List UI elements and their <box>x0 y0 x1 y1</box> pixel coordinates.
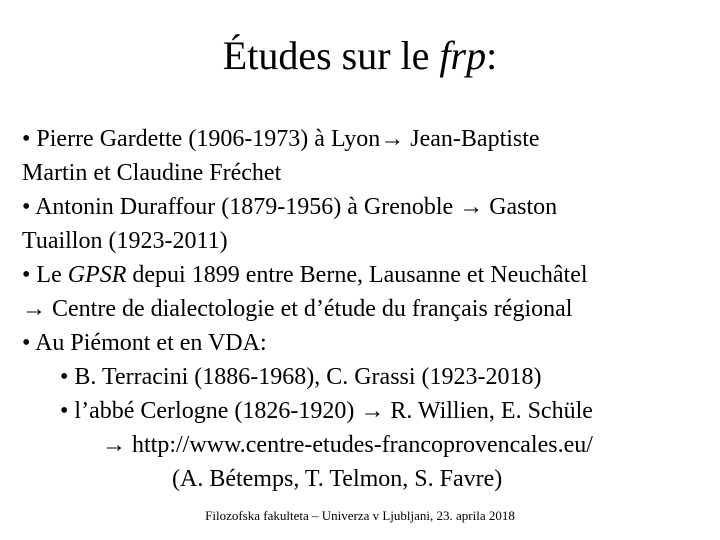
url-line: → http://www.centre-etudes-francoprovencales.eu/ <box>102 432 593 458</box>
gpsr-pre: • Le <box>22 262 68 288</box>
bullet-gardette-cont: Martin et Claudine Fréchet <box>22 160 282 186</box>
authors-line: (A. Bétemps, T. Telmon, S. Favre) <box>172 466 503 492</box>
bullet-duraffour: • Antonin Duraffour (1879-1956) à Grenoble → Gaston <box>22 194 558 220</box>
gpsr-post: depui 1899 entre Berne, Lausanne et Neuchâtel <box>126 262 588 288</box>
bullet-gardette: • Pierre Gardette (1906-1973) à Lyon→ Jean-Baptiste <box>22 126 540 152</box>
bullet-gpsr-cont: → Centre de dialectologie et d’étude du français régional <box>22 296 573 322</box>
footer: Filozofska fakulteta – Univerza v Ljubljani, 23. aprila 2018 <box>205 508 515 523</box>
bullet-piemont: • Au Piémont et en VDA: <box>22 330 267 356</box>
title-italic: frp <box>439 33 487 78</box>
gpsr-italic: GPSR <box>67 262 127 288</box>
bullet-gpsr <box>22 258 712 292</box>
sub-bullet-terracini: • B. Terracini (1886-1968), C. Grassi (1923-2018) <box>60 364 542 390</box>
bullet-list <box>22 122 712 496</box>
title-prefix: Études sur le <box>222 33 440 78</box>
bullet-duraffour-cont: Tuaillon (1923-2011) <box>22 228 228 254</box>
title-suffix: : <box>486 33 498 78</box>
slide-title <box>0 34 720 78</box>
sub-bullet-cerlogne: • l’abbé Cerlogne (1826-1920) → R. Willien, E. Schüle <box>60 398 593 424</box>
